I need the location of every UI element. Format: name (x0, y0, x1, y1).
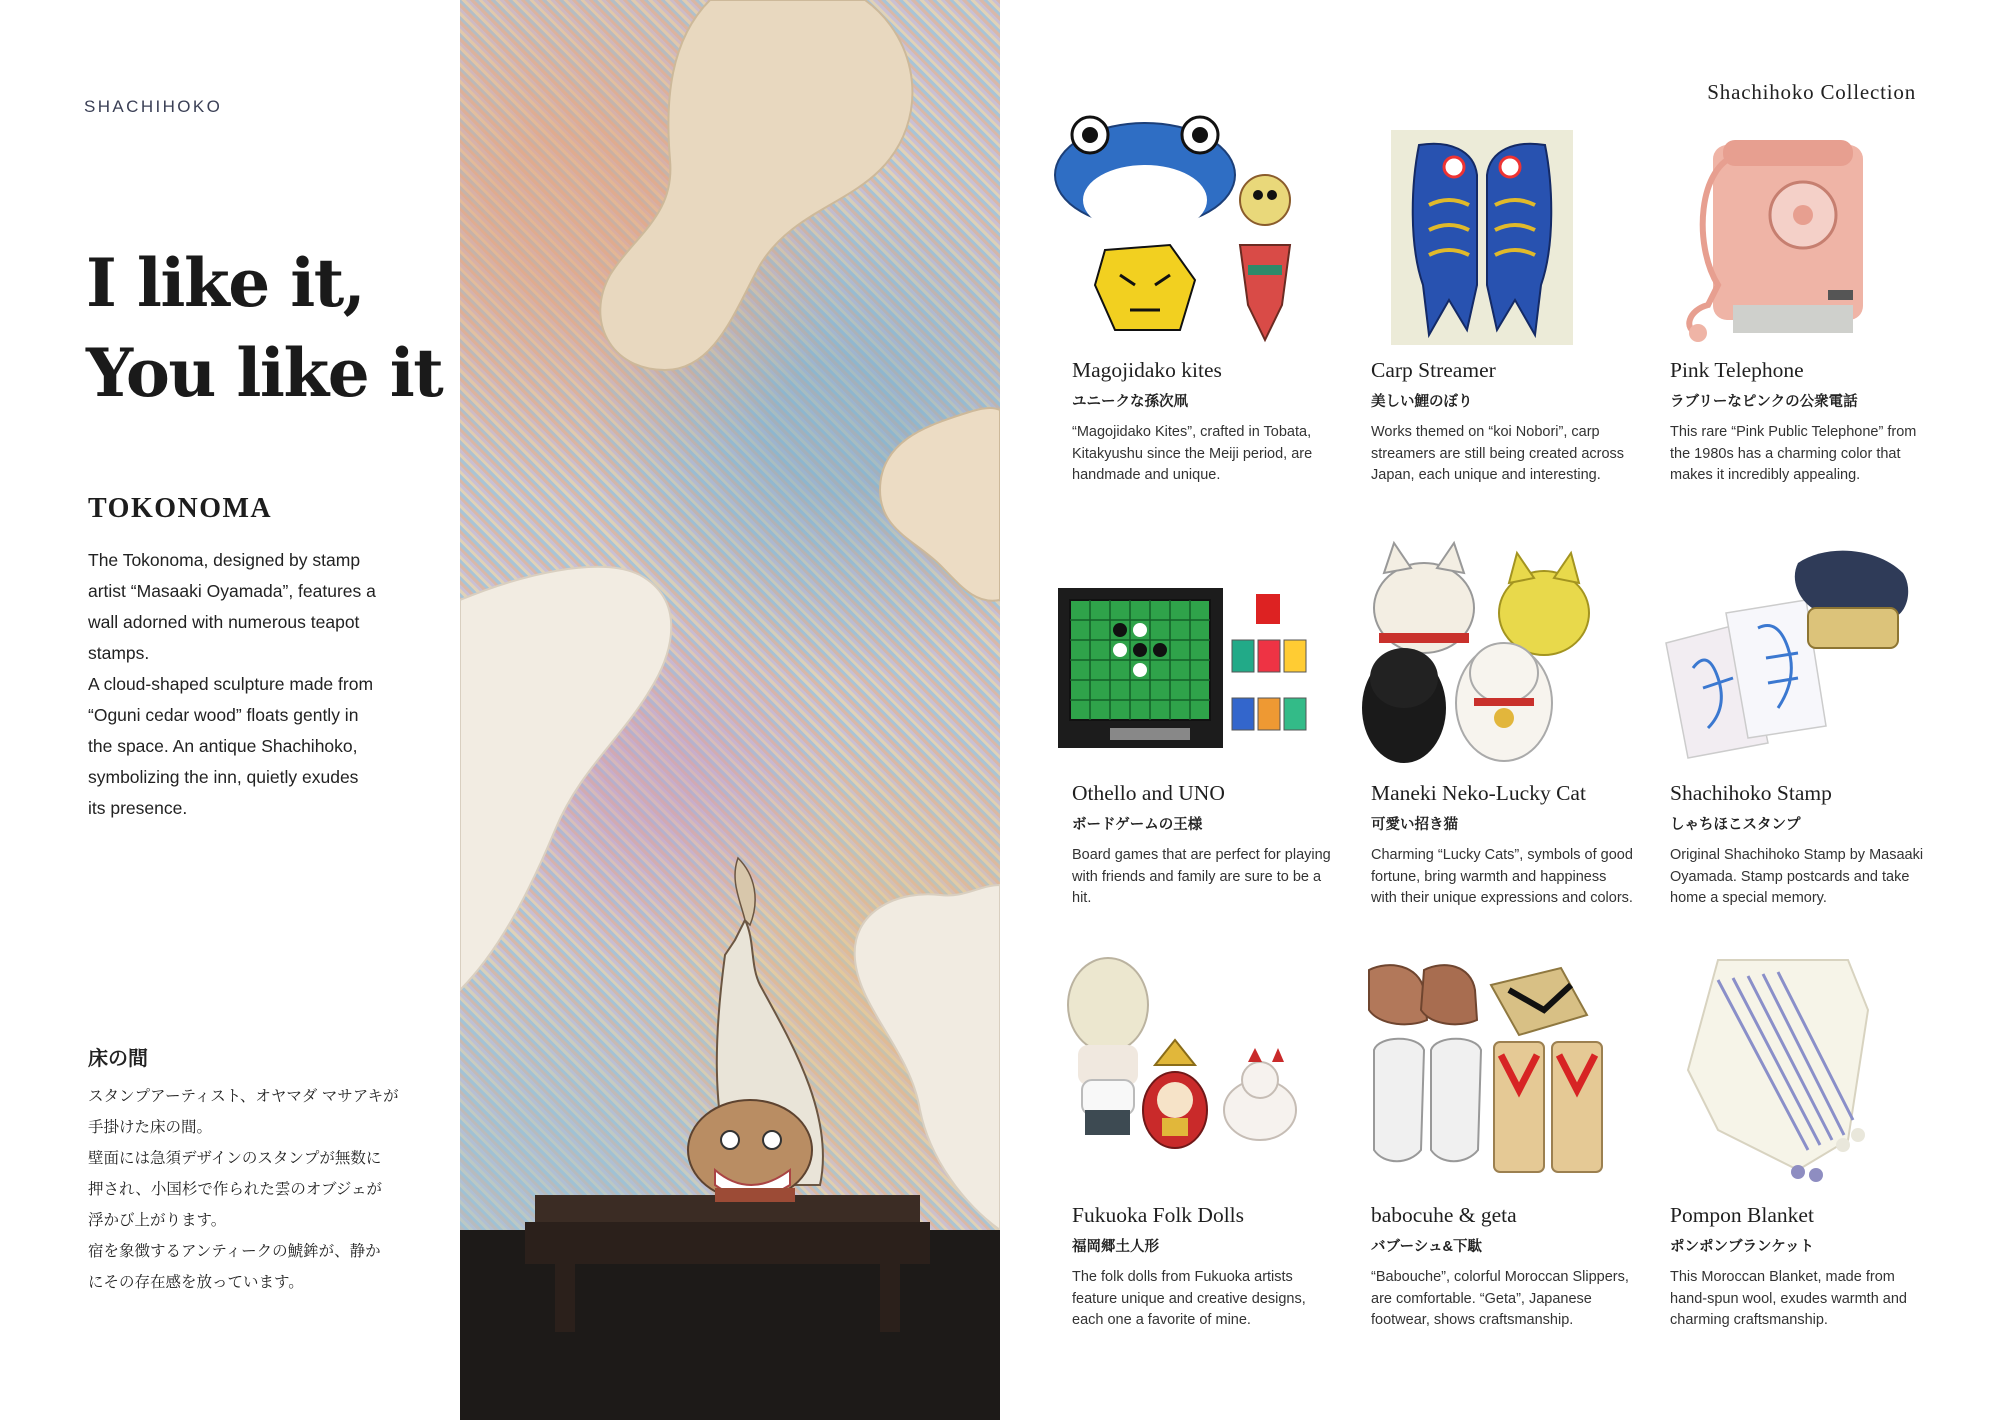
item-jp-name: ボードゲームの王様 (1072, 817, 1203, 833)
item-description: This rare “Pink Public Telephone” from the 1980s has a charming color that makes it incredibly appealing. (1670, 424, 1917, 483)
tokonoma-jp-line: にその存在感を放っています。 (88, 1274, 304, 1291)
tokonoma-line: its presence. (88, 798, 188, 818)
item-name: Carp Streamer (1371, 358, 1496, 382)
item-jp-name: ラブリーなピンクの公衆電話 (1670, 394, 1858, 410)
tokonoma-jp-line: 浮かび上がります。 (88, 1212, 227, 1229)
collection-item-pink-telephone (1648, 105, 1928, 483)
item-name: Magojidako kites (1072, 358, 1222, 382)
shachihoko-figure (688, 858, 823, 1202)
tokonoma-jp-line: 押され、小国杉で作られた雲のオブジェが (88, 1181, 383, 1198)
item-description: Works themed on “koi Nobori”, carp streamers are still being created across Japan, each unique and interesting. (1371, 424, 1625, 483)
blanket-icon (1648, 950, 1918, 1190)
item-jp-name: 美しい鯉のぼり (1371, 394, 1473, 410)
item-name: Pompon Blanket (1670, 1203, 1814, 1227)
item-description: Charming “Lucky Cats”, symbols of good fortune, bring warmth and happiness with their unique expressions and colors. (1371, 847, 1633, 906)
cloud-sculpture-top (600, 0, 912, 370)
item-jp-name: バブーシュ&下駄 (1371, 1239, 1482, 1255)
headline-line-1: I like it, (86, 244, 365, 322)
collection-item-babouche-geta (1349, 950, 1629, 1328)
telephone-icon (1648, 105, 1918, 345)
collection-title: Shachihoko Collection (1707, 80, 1916, 104)
headline-line-2: You like it (86, 334, 443, 412)
item-name: Fukuoka Folk Dolls (1072, 1203, 1245, 1227)
tokonoma-jp-line: スタンプアーティスト、オヤマダ マサアキが (88, 1088, 399, 1105)
item-description: “Babouche”, colorful Moroccan Slippers, are comfortable. “Geta”, Japanese footwear, shows craftsmanship. (1371, 1269, 1629, 1328)
tokonoma-jp-title: 床の間 (88, 1048, 148, 1070)
collection-panel (1000, 0, 2000, 1420)
tokonoma-photo (460, 0, 1000, 1420)
collection-item-magojidako-kites (1050, 105, 1330, 483)
item-name: Othello and UNO (1072, 781, 1225, 805)
collection-item-fukuoka-folk-dolls (1050, 950, 1330, 1328)
folk-dolls-icon (1050, 950, 1320, 1190)
collection-item-carp-streamer (1349, 105, 1629, 483)
item-name: Maneki Neko-Lucky Cat (1371, 781, 1586, 805)
cloud-sculpture-left (460, 567, 671, 990)
tokonoma-jp-description (88, 1081, 418, 1298)
item-description: The folk dolls from Fukuoka artists feature unique and creative designs, each one a favorite of mine. (1072, 1269, 1306, 1328)
stamp-icon (1648, 528, 1918, 768)
collection-item-othello-uno (1050, 528, 1331, 906)
item-name: babocuhe & geta (1371, 1203, 1517, 1227)
tokonoma-line: the space. An antique Shachihoko, (88, 736, 358, 756)
collection-item-maneki-neko (1349, 528, 1633, 906)
item-description: “Magojidako Kites”, crafted in Tobata, Kitakyushu since the Meiji period, are handmade and unique. (1072, 424, 1313, 483)
item-description: This Moroccan Blanket, made from hand-spun wool, exudes warmth and charming craftsmanship. (1670, 1269, 1907, 1328)
tokonoma-line: stamps. (88, 643, 150, 663)
item-description: Board games that are perfect for playing with friends and family are sure to be a hit. (1072, 847, 1331, 906)
tokonoma-line: “Oguni cedar wood” floats gently in (88, 705, 359, 725)
item-jp-name: 福岡郷土人形 (1072, 1239, 1159, 1255)
collection-item-shachihoko-stamp (1648, 528, 1928, 906)
tokonoma-jp-line: 宿を象徴するアンティークの鯱鉾が、静か (88, 1243, 381, 1260)
collection-item-pompon-blanket (1648, 950, 1928, 1328)
item-description: Original Shachihoko Stamp by Masaaki Oyamada. Stamp postcards and take home a special memory. (1670, 847, 1924, 906)
item-name: Pink Telephone (1670, 358, 1804, 382)
tokonoma-line: artist “Masaaki Oyamada”, features a (88, 581, 376, 601)
brand-logo: SHACHIHOKO (84, 97, 223, 116)
tokonoma-line: wall adorned with numerous teapot (88, 612, 360, 632)
item-jp-name: ユニークな孫次凧 (1072, 394, 1188, 410)
slippers-geta-icon (1349, 950, 1619, 1190)
tokonoma-line: The Tokonoma, designed by stamp (88, 550, 361, 570)
tokonoma-illustration (460, 0, 1000, 1420)
tokonoma-jp-line: 手掛けた床の間。 (88, 1119, 213, 1136)
tokonoma-description (88, 545, 408, 824)
tokonoma-line: A cloud-shaped sculpture made from (88, 674, 374, 694)
item-jp-name: しゃちほこスタンプ (1670, 817, 1801, 833)
headline (86, 238, 442, 418)
cloud-sculpture-bottom (855, 885, 1000, 1230)
lucky-cat-icon (1349, 528, 1619, 768)
tokonoma-line: symbolizing the inn, quietly exudes (88, 767, 359, 787)
item-name: Shachihoko Stamp (1670, 781, 1832, 805)
tokonoma-jp-line: 壁面には急須デザインのスタンプが無数に (88, 1150, 382, 1167)
carp-streamer-icon (1349, 105, 1619, 345)
left-text-panel (0, 0, 460, 1420)
tokonoma-title: TOKONOMA (88, 493, 273, 524)
item-jp-name: 可愛い招き猫 (1371, 817, 1458, 833)
kites-icon (1050, 105, 1320, 345)
cloud-sculpture-right (880, 408, 1000, 601)
item-jp-name: ポンポンブランケット (1670, 1239, 1814, 1255)
board-game-icon (1050, 528, 1320, 768)
